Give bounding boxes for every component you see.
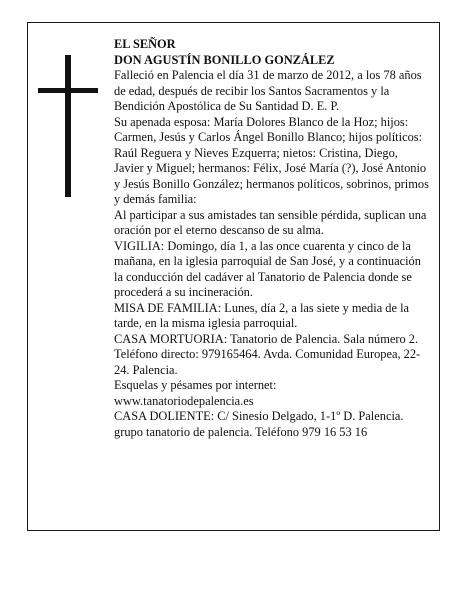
online-condolences-url: www.tanatoriodepalencia.es [114,393,254,408]
cross-icon [38,55,98,197]
cross-horizontal-bar [38,88,98,93]
death-notice: Falleció en Palencia el día 31 de marzo de 2012, a los 78 años de edad, después de recibir los Santos Sacramentos y la Bendición Apostólica de Su Santidad D. E. P. [114,68,422,113]
funeral-home-info: CASA MORTUORIA: Tanatorio de Palencia. Sala número 2. Teléfono directo: 979165464. Avda. Comunidad Europea, 22-24. Palencia. [114,331,421,377]
vigil-info: VIGILIA: Domingo, día 1, a las once cuarenta y cinco de la mañana, en la iglesia parroquial de San José, y a continuación la conducción del cadáver al Tanatorio de Palencia donde se procederá a su incineración. [114,238,421,299]
deceased-name: DON AGUSTÍN BONILLO GONZÁLEZ [114,52,335,67]
mass-info: MISA DE FAMILIA: Lunes, día 2, a las siete y media de la tarde, en la misma iglesia parroquial. [114,300,410,330]
online-condolences-label: Esquelas y pésames por internet: [114,378,277,392]
mourning-house-info: CASA DOLIENTE: C/ Sinesio Delgado, 1-1º D. Palencia. [114,409,404,423]
obituary-text [114,37,430,440]
cross-vertical-bar [65,55,71,197]
title: EL SEÑOR [114,37,176,51]
prayer-request: Al participar a sus amistades tan sensible pérdida, suplican una oración por el eterno descanso de su alma. [114,207,427,237]
footer-contact: grupo tanatorio de palencia. Teléfono 979 16 53 16 [114,424,368,439]
family-list: Su apenada esposa: María Dolores Blanco de la Hoz; hijos: Carmen, Jesús y Carlos Ángel Bonillo Blanco; hijos políticos: Raúl Reguera y Nieves Ezquerra; nietos: Cristina, Diego, Javier y Miguel; hermanos: Félix, José María (?), José Antonio y Jesús Bonillo González; hermanos políticos, sobrinos, primos y demás familia: [114,114,429,206]
